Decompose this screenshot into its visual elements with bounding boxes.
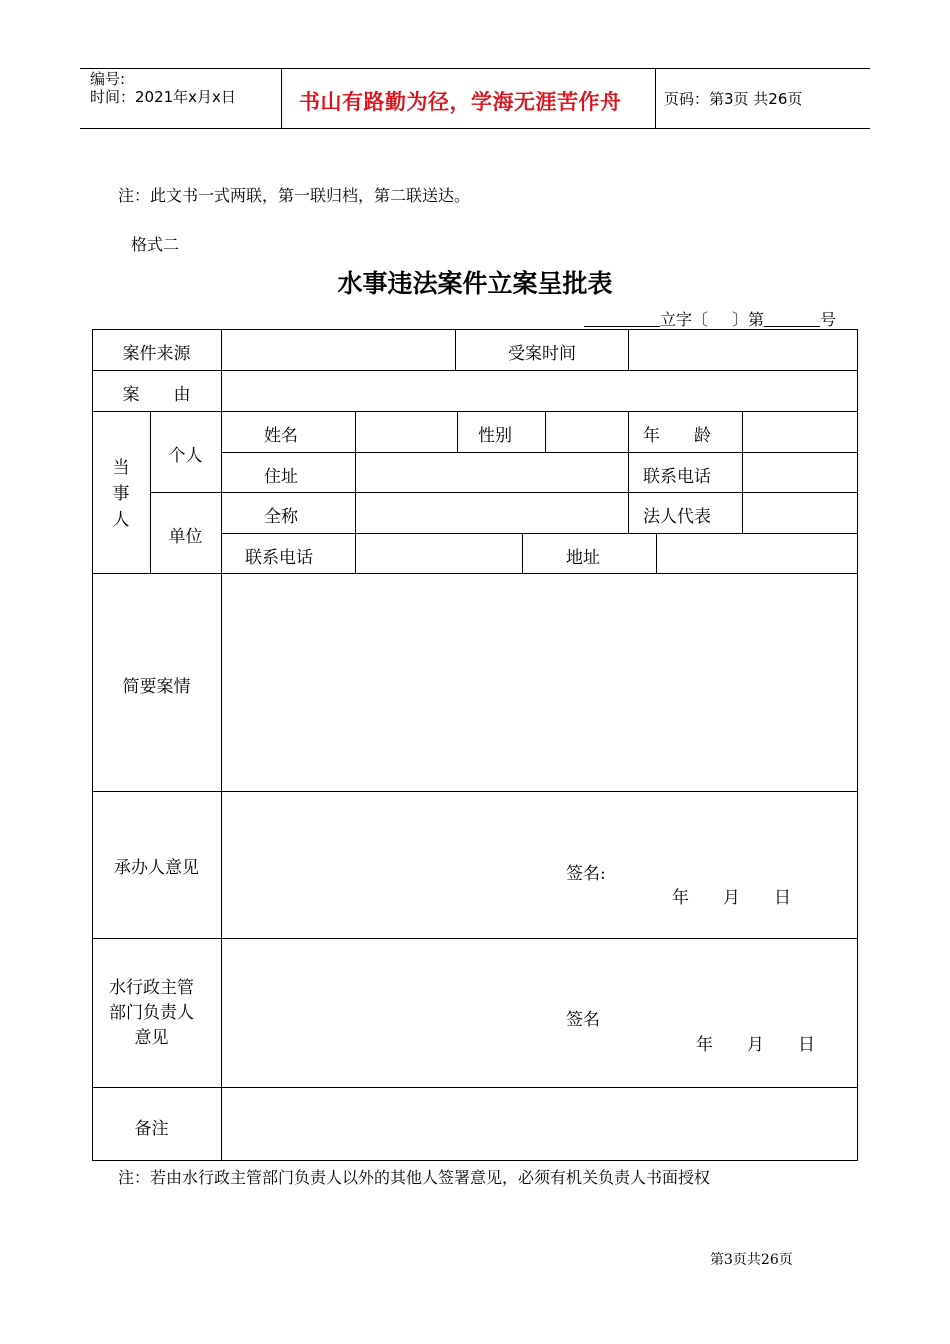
unit-address-label: 地址 (566, 548, 600, 568)
legal-rep-field[interactable] (743, 493, 857, 533)
case-prefix-blank[interactable] (584, 310, 660, 327)
header-top-rule (80, 68, 870, 69)
bottom-note: 注：若由水行政主管部门负责人以外的其他人签署意见，必须有机关负责人书面授权 (118, 1168, 711, 1187)
unit-phone-label: 联系电话 (245, 548, 313, 568)
handler-date-label: 年 月 日 (672, 888, 791, 908)
case-source-field[interactable] (222, 330, 455, 370)
name-label: 姓名 (264, 426, 298, 446)
case-number-text-3: 号 (820, 310, 837, 329)
format-label: 格式二 (131, 235, 180, 254)
col-line (457, 411, 458, 453)
case-seq-blank[interactable] (764, 310, 820, 327)
case-number-line (584, 307, 836, 330)
legal-rep-label: 法人代表 (643, 507, 711, 527)
remarks-label: 备注 (134, 1119, 169, 1139)
address-field[interactable] (356, 453, 628, 492)
case-summary-label: 简要案情 (122, 677, 191, 697)
gender-field[interactable] (546, 412, 628, 452)
table-border-right (857, 329, 858, 1161)
director-opinion-line-1: 水行政主管 (109, 978, 194, 998)
director-opinion-line-3: 意见 (134, 1028, 169, 1048)
party-label-char-1: 当 (112, 458, 130, 478)
handler-signature-label: 签名: (566, 864, 606, 884)
header-bottom-rule (80, 128, 870, 129)
top-note: 注：此文书一式两联，第一联归档，第二联送达。 (118, 186, 471, 205)
case-cause-label: 案 由 (122, 385, 191, 405)
individual-label: 个人 (168, 446, 203, 466)
phone-label: 联系电话 (643, 467, 711, 487)
director-opinion-field[interactable] (222, 939, 857, 1087)
unit-label: 单位 (168, 527, 203, 547)
party-label-char-2: 事 (112, 484, 130, 504)
case-number-text-1: 立字〔 (660, 310, 709, 329)
name-field[interactable] (356, 412, 457, 452)
col-line (150, 411, 151, 574)
page-footer: 第3页共26页 (710, 1252, 793, 1268)
age-label: 年 龄 (643, 426, 711, 446)
header-divider-1 (281, 68, 282, 129)
unit-fullname-label: 全称 (264, 507, 298, 527)
case-cause-field[interactable] (222, 371, 857, 411)
gender-label: 性别 (478, 426, 512, 446)
header-divider-2 (655, 68, 656, 129)
phone-field[interactable] (743, 453, 857, 492)
col-line (522, 533, 523, 574)
handler-opinion-label: 承办人意见 (114, 858, 199, 878)
accept-time-field[interactable] (629, 330, 857, 370)
remarks-field[interactable] (222, 1088, 857, 1160)
director-opinion-line-2: 部门负责人 (109, 1003, 194, 1023)
unit-address-field[interactable] (657, 534, 857, 573)
col-line (628, 411, 629, 533)
table-border-bottom (92, 1160, 858, 1161)
address-label: 住址 (264, 467, 298, 487)
party-label-char-3: 人 (112, 510, 130, 530)
header-motto: 书山有路勤为径，学海无涯苦作舟 (299, 90, 622, 114)
case-summary-field[interactable] (222, 574, 857, 791)
director-signature-label: 签名 (566, 1010, 600, 1030)
case-source-label: 案件来源 (122, 344, 191, 364)
doc-time-label: 时间：2021年x月x日 (90, 88, 236, 106)
form-title: 水事违法案件立案呈批表 (337, 269, 613, 298)
doc-number-label: 编号: (90, 70, 126, 88)
header-page-indicator: 页码：第3页 共26页 (664, 90, 803, 108)
handler-opinion-field[interactable] (222, 792, 857, 938)
age-field[interactable] (743, 412, 857, 452)
accept-time-label: 受案时间 (508, 344, 576, 364)
case-number-text-2: 〕第 (732, 310, 765, 329)
unit-fullname-field[interactable] (356, 493, 628, 533)
approval-form-table (92, 329, 858, 1161)
director-date-label: 年 月 日 (696, 1035, 815, 1055)
unit-phone-field[interactable] (356, 534, 522, 573)
